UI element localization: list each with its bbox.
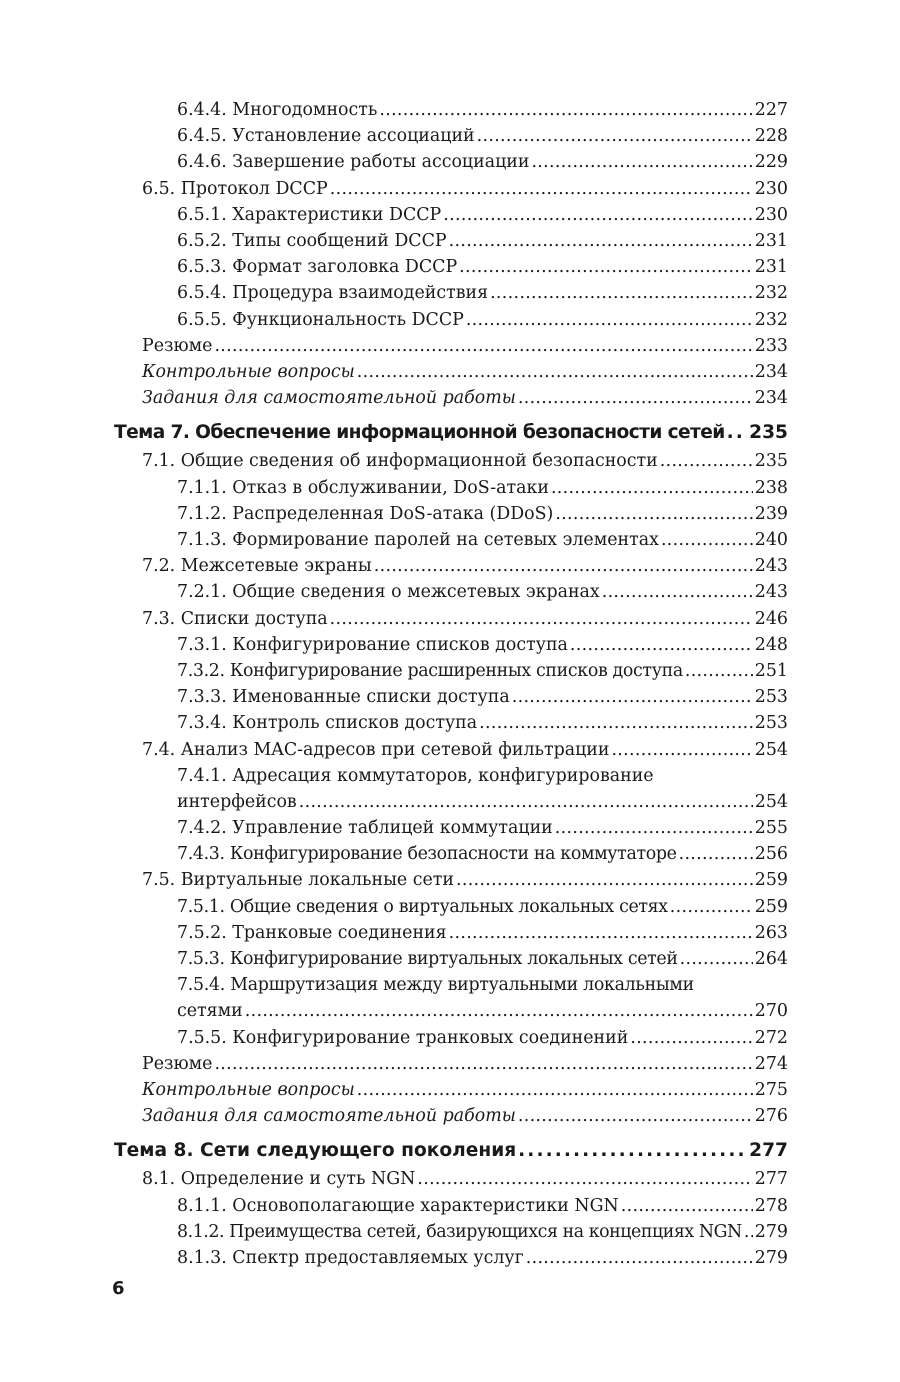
toc-page: 227 bbox=[754, 100, 788, 120]
leader-dots bbox=[330, 606, 753, 632]
toc-title: 6.5.2. Типы сообщений DCCP bbox=[177, 231, 447, 252]
toc-entry[interactable] bbox=[114, 333, 788, 359]
toc-entry[interactable] bbox=[114, 307, 788, 333]
leader-dots bbox=[555, 501, 752, 527]
toc-title: 8.1.2. Преимущества сетей, базирующихся на концепциях NGN bbox=[177, 1221, 742, 1242]
toc-page: 272 bbox=[754, 1027, 788, 1048]
leader-dots bbox=[630, 1025, 752, 1051]
toc-title: 7.1.2. Распределенная DoS-атака (DDoS) bbox=[177, 503, 554, 524]
toc-page: 229 bbox=[754, 152, 788, 173]
leader-dots bbox=[744, 1219, 753, 1245]
toc-page: 256 bbox=[754, 844, 788, 865]
toc-title: 7.5.5. Конфигурирование транковых соединений bbox=[177, 1027, 629, 1048]
toc-entry[interactable] bbox=[114, 501, 788, 527]
toc-entry[interactable] bbox=[114, 280, 788, 306]
leader-dots bbox=[214, 1051, 752, 1077]
toc-entry[interactable] bbox=[114, 815, 788, 841]
toc-page: 277 bbox=[749, 1140, 788, 1162]
toc-title: 6.5.4. Процедура взаимодействия bbox=[177, 283, 489, 304]
leader-dots bbox=[679, 841, 753, 867]
toc-title-line: 7.4.1. Адресация коммутаторов, конфигурирование bbox=[177, 765, 654, 786]
toc-title: 7.3. Списки доступа bbox=[142, 608, 328, 629]
leader-dots bbox=[449, 228, 753, 254]
toc-entry[interactable] bbox=[114, 710, 788, 736]
leader-dots bbox=[357, 359, 753, 385]
toc-entry[interactable] bbox=[114, 202, 788, 228]
toc-entry[interactable] bbox=[114, 527, 788, 553]
toc-title: Контрольные вопросы bbox=[142, 1079, 355, 1100]
toc-entry[interactable] bbox=[114, 894, 788, 920]
table-of-contents bbox=[114, 97, 788, 1271]
leader-dots bbox=[456, 867, 753, 893]
toc-title: 7.4. Анализ MAC-адресов при сетевой фильтрации bbox=[142, 739, 610, 760]
leader-dots bbox=[490, 280, 753, 306]
toc-title: 8.1.1. Основополагающие характеристики NGN bbox=[177, 1195, 619, 1216]
toc-title: 6.4.5. Установление ассоциаций bbox=[177, 126, 475, 147]
toc-title: 7.4.2. Управление таблицей коммутации bbox=[177, 818, 553, 839]
toc-title: 7.5. Виртуальные локальные сети bbox=[142, 870, 454, 891]
leader-dots bbox=[417, 1166, 752, 1192]
toc-entry-wrapped[interactable] bbox=[114, 763, 788, 815]
toc-entry[interactable] bbox=[114, 1245, 788, 1271]
toc-page: 231 bbox=[754, 231, 788, 252]
toc-page: 231 bbox=[754, 257, 788, 278]
toc-title: 7.3.4. Контроль списков доступа bbox=[177, 713, 478, 734]
toc-title: Тема 8. Сети следующего поколения bbox=[114, 1140, 517, 1162]
toc-entry[interactable] bbox=[114, 123, 788, 149]
leader-dots bbox=[660, 448, 753, 474]
toc-entry[interactable] bbox=[114, 1077, 788, 1103]
toc-page: 243 bbox=[754, 582, 788, 603]
toc-title: 6.4.6. Завершение работы ассоциации bbox=[177, 152, 530, 173]
toc-entry[interactable] bbox=[114, 684, 788, 710]
leader-dots bbox=[374, 553, 753, 579]
toc-title: Контрольные вопросы bbox=[142, 362, 355, 383]
leader-dots bbox=[518, 1103, 753, 1129]
leader-dots bbox=[299, 789, 753, 815]
toc-page: 259 bbox=[754, 870, 788, 891]
leader-dots bbox=[214, 333, 752, 359]
leader-dots bbox=[526, 1245, 753, 1271]
leader-dots bbox=[466, 307, 753, 333]
leader-dots bbox=[518, 385, 753, 411]
toc-page: 277 bbox=[754, 1169, 788, 1190]
leader-dots bbox=[512, 684, 753, 710]
toc-page: 240 bbox=[754, 530, 788, 551]
toc-page: 274 bbox=[754, 1053, 788, 1074]
leader-dots bbox=[680, 946, 753, 972]
toc-title: 6.5.5. Функциональность DCCP bbox=[177, 309, 464, 330]
toc-entry[interactable] bbox=[114, 867, 788, 893]
toc-entry[interactable] bbox=[114, 176, 788, 202]
toc-entry-tail bbox=[177, 789, 788, 815]
toc-entry[interactable] bbox=[114, 579, 788, 605]
leader-dots bbox=[570, 632, 753, 658]
toc-entry[interactable] bbox=[114, 632, 788, 658]
toc-entry[interactable] bbox=[114, 1219, 788, 1245]
leader-dots bbox=[661, 527, 753, 553]
toc-page: 253 bbox=[754, 687, 788, 708]
leader-dots bbox=[621, 1193, 753, 1219]
leader-dots bbox=[685, 658, 753, 684]
toc-page: 279 bbox=[754, 1221, 788, 1242]
toc-page: 264 bbox=[754, 949, 788, 970]
toc-title: Задания для самостоятельной работы bbox=[142, 1106, 516, 1127]
leader-dots bbox=[555, 815, 753, 841]
toc-title: 7.4.3. Конфигурирование безопасности на коммутаторе bbox=[177, 844, 677, 865]
toc-title: 8.1. Определение и суть NGN bbox=[142, 1169, 416, 1190]
toc-entry[interactable] bbox=[114, 553, 788, 579]
toc-page: 230 bbox=[754, 204, 788, 225]
toc-title: Резюме bbox=[142, 1053, 213, 1074]
toc-page: 235 bbox=[749, 422, 788, 444]
toc-page: 263 bbox=[754, 922, 788, 943]
toc-page: 255 bbox=[754, 818, 788, 839]
toc-title: 7.1. Общие сведения об информационной безопасности bbox=[142, 451, 658, 472]
toc-page: 235 bbox=[754, 451, 788, 472]
leader-dots bbox=[531, 149, 752, 175]
leader-dots bbox=[357, 1077, 753, 1103]
toc-page: 259 bbox=[754, 896, 788, 917]
toc-title: 7.3.1. Конфигурирование списков доступа bbox=[177, 634, 568, 655]
toc-title: 6.5.1. Характеристики DCCP bbox=[177, 204, 442, 225]
toc-topic-heading[interactable] bbox=[114, 1138, 788, 1164]
toc-page: 230 bbox=[754, 178, 788, 199]
toc-entry[interactable] bbox=[114, 149, 788, 175]
toc-title: 7.2.1. Общие сведения о межсетевых экранах bbox=[177, 582, 600, 603]
toc-entry[interactable] bbox=[114, 920, 788, 946]
toc-page: 232 bbox=[754, 309, 788, 330]
toc-entry[interactable] bbox=[114, 737, 788, 763]
toc-entry[interactable] bbox=[114, 359, 788, 385]
toc-title: 7.5.2. Транковые соединения bbox=[177, 922, 447, 943]
toc-title-line: 7.5.4. Маршрутизация между виртуальными локальными bbox=[177, 975, 694, 996]
toc-title: 7.3.2. Конфигурирование расширенных списков доступа bbox=[177, 661, 683, 682]
toc-page: 228 bbox=[754, 126, 788, 147]
toc-page: 232 bbox=[754, 283, 788, 304]
leader-dots bbox=[379, 97, 752, 123]
leader-dots bbox=[727, 420, 748, 446]
leader-dots bbox=[518, 1138, 747, 1164]
toc-entry[interactable] bbox=[114, 841, 788, 867]
toc-page: 239 bbox=[754, 503, 788, 524]
leader-dots bbox=[443, 202, 753, 228]
toc-page: 253 bbox=[754, 713, 788, 734]
toc-title: интерфейсов bbox=[177, 791, 297, 812]
toc-title: 7.3.3. Именованные списки доступа bbox=[177, 687, 510, 708]
toc-entry[interactable] bbox=[114, 385, 788, 411]
toc-entry[interactable] bbox=[114, 1025, 788, 1051]
toc-title: 6.4.4. Многодомность bbox=[177, 100, 378, 120]
toc-entry[interactable] bbox=[114, 1193, 788, 1219]
leader-dots bbox=[479, 710, 753, 736]
toc-title: 6.5.3. Формат заголовка DCCP bbox=[177, 257, 458, 278]
leader-dots bbox=[551, 475, 753, 501]
toc-page: 238 bbox=[754, 477, 788, 498]
toc-title: сетями bbox=[177, 1001, 243, 1022]
leader-dots bbox=[449, 920, 753, 946]
toc-entry[interactable] bbox=[114, 228, 788, 254]
leader-dots bbox=[459, 254, 753, 280]
toc-page: 243 bbox=[754, 556, 788, 577]
leader-dots bbox=[670, 894, 753, 920]
toc-page: 254 bbox=[754, 791, 788, 812]
toc-title: Резюме bbox=[142, 335, 213, 356]
leader-dots bbox=[477, 123, 753, 149]
toc-page: 270 bbox=[754, 1001, 788, 1022]
toc-entry[interactable] bbox=[114, 658, 788, 684]
toc-title: 7.1.1. Отказ в обслуживании, DoS-атаки bbox=[177, 477, 549, 498]
leader-dots bbox=[602, 579, 753, 605]
toc-page: 233 bbox=[754, 335, 788, 356]
toc-title: Тема 7. Обеспечение информационной безопасности сетей bbox=[114, 422, 725, 444]
toc-page: 234 bbox=[754, 362, 788, 383]
toc-title: 7.5.1. Общие сведения о виртуальных локальных сетях bbox=[177, 896, 668, 917]
toc-title: Задания для самостоятельной работы bbox=[142, 388, 516, 409]
toc-entry[interactable] bbox=[114, 448, 788, 474]
toc-entry[interactable] bbox=[114, 946, 788, 972]
toc-title: 7.2. Межсетевые экраны bbox=[142, 556, 372, 577]
toc-entry[interactable] bbox=[114, 254, 788, 280]
toc-entry[interactable] bbox=[114, 1051, 788, 1077]
toc-entry[interactable] bbox=[114, 1166, 788, 1192]
toc-entry-wrapped[interactable] bbox=[114, 972, 788, 1024]
toc-page: 234 bbox=[754, 388, 788, 409]
toc-page: 248 bbox=[754, 634, 788, 655]
toc-page: 254 bbox=[754, 739, 788, 760]
page-number: 6 bbox=[112, 1278, 125, 1299]
toc-page: 275 bbox=[754, 1079, 788, 1100]
toc-topic-heading[interactable] bbox=[114, 420, 788, 446]
toc-title: 8.1.3. Спектр предоставляемых услуг bbox=[177, 1247, 524, 1268]
toc-title: 7.1.3. Формирование паролей на сетевых элементах bbox=[177, 530, 659, 551]
toc-page: 276 bbox=[754, 1106, 788, 1127]
leader-dots bbox=[330, 176, 753, 202]
toc-page: 246 bbox=[754, 608, 788, 629]
toc-entry[interactable] bbox=[114, 606, 788, 632]
leader-dots bbox=[611, 737, 752, 763]
toc-title: 6.5. Протокол DCCP bbox=[142, 178, 328, 199]
toc-title: 7.5.3. Конфигурирование виртуальных локальных сетей bbox=[177, 949, 678, 970]
toc-entry[interactable] bbox=[114, 1103, 788, 1129]
toc-page: 278 bbox=[754, 1195, 788, 1216]
toc-entry-tail bbox=[177, 998, 788, 1024]
toc-page: 279 bbox=[754, 1247, 788, 1268]
toc-page: 251 bbox=[754, 661, 788, 682]
toc-entry[interactable] bbox=[114, 97, 788, 123]
toc-entry[interactable] bbox=[114, 475, 788, 501]
leader-dots bbox=[245, 998, 753, 1024]
